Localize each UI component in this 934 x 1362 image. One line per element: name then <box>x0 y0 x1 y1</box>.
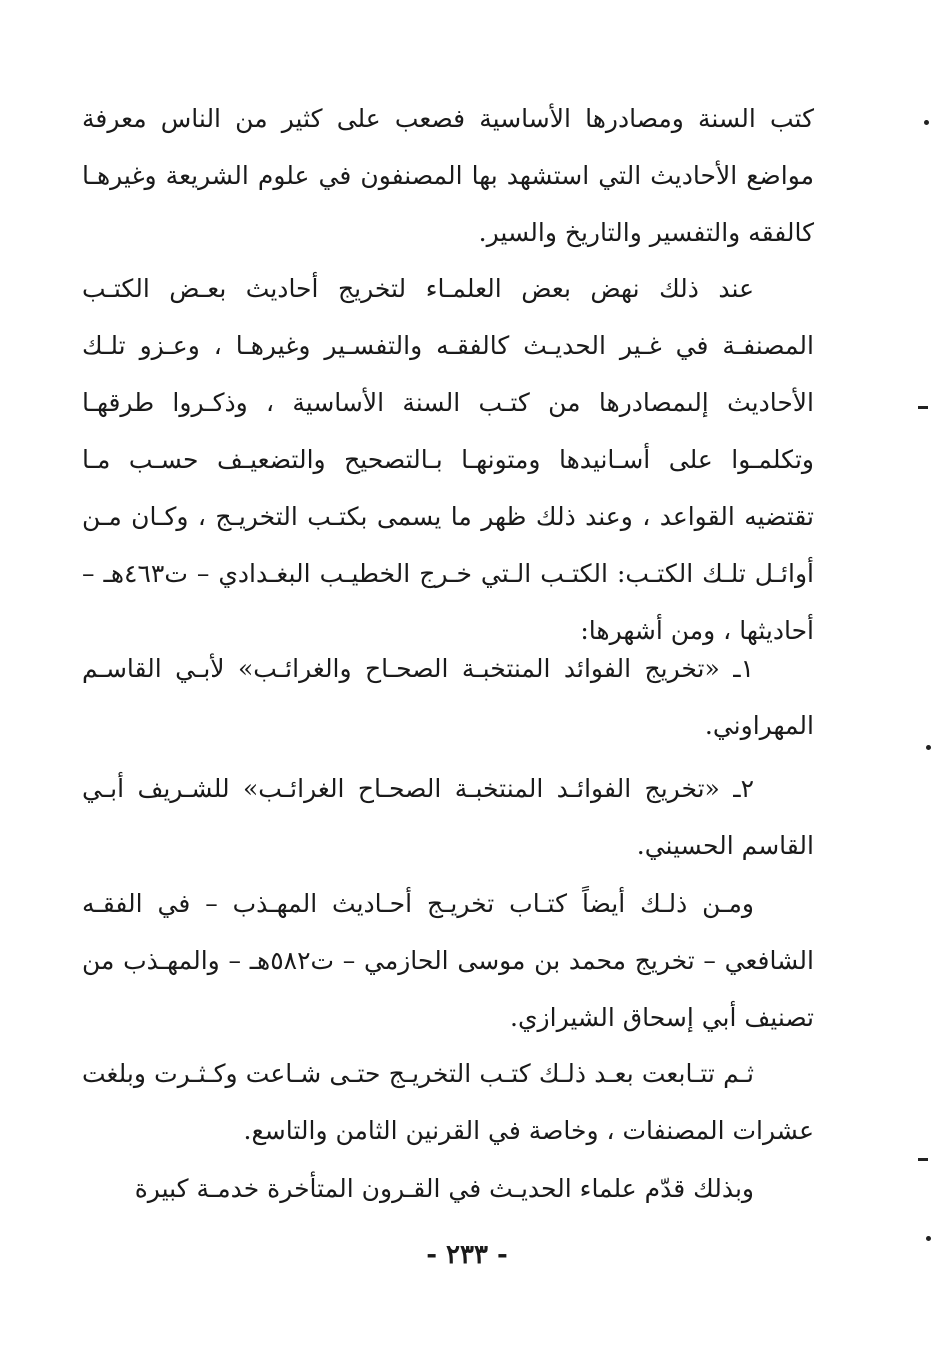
paragraph-4: ثـم تتـابعت بعـد ذلـك كتـب التخريـج حتـى شـاعت وكـثـرت وبلغت عشرات المصنفات ، وخاصة في القرنين الثامن والتاسع. <box>82 1059 814 1145</box>
scan-mark <box>924 120 929 125</box>
paragraph-2: عند ذلك نهض بعض العلمـاء لتخريج أحاديث بعـض الكتـب المصنفـة في غـير الحديـث كالفقـه والتفسـير وغيرهـا ، وعـزو تلـك الأحاديث إلىمصادرها من كتـب السنة الأساسية ، وذكـروا طرقهـا وتكلمـوا على أسـانيدها ومتونهـا بـالتصحيح والتضعيـف حسـب مـا تقتضيه القواعد ، وعند ذلك ظهر ما يسمى بكتـب التخريـج ، وكـان مـن أوائـل تلـك الكتـب: الكتـب الـتي خـرج الخطيـب البغـدادي – ت٤٦٣هـ – أحاديثها ، ومن أشهرها: <box>82 274 814 645</box>
paragraph-1: كتب السنة ومصادرها الأساسية فصعب على كثير من الناس معرفة مواضع الأحاديث التي استشهد بها المصنفون في علوم الشريعة وغيرهـا كالفقه والتفسير والتاريخ والسير. <box>82 104 814 247</box>
scan-mark <box>926 745 931 750</box>
page-number: - ٢٣٣ - <box>426 1240 508 1270</box>
paragraph-3: ومـن ذلـك أيضاً كتـاب تخريـج أحـاديث المهـذب – في الفقـه الشافعي – تخريج محمد بن موسى الحازمي – ت٥٨٢هـ – والمهـذب من تصنيف أبي إسحاق الشيرازي. <box>82 889 814 1032</box>
list-item-2: ٢ـ «تخريج الفوائـد المنتخبـة الصحـاح الغرائـب» للشـريف أبـي القاسم الحسيني. <box>82 774 814 860</box>
scan-mark <box>918 1158 928 1161</box>
scan-mark <box>926 1236 931 1241</box>
scan-mark <box>918 406 928 409</box>
paragraph-5: وبذلك قدّم علماء الحديـث في القـرون المتأخرة خدمـة كبيرة <box>134 1174 754 1203</box>
list-item-1: ١ـ «تخريج الفوائد المنتخبـة الصحـاح والغرائـب» لأبـي القاسـم المهراوني. <box>82 654 814 740</box>
